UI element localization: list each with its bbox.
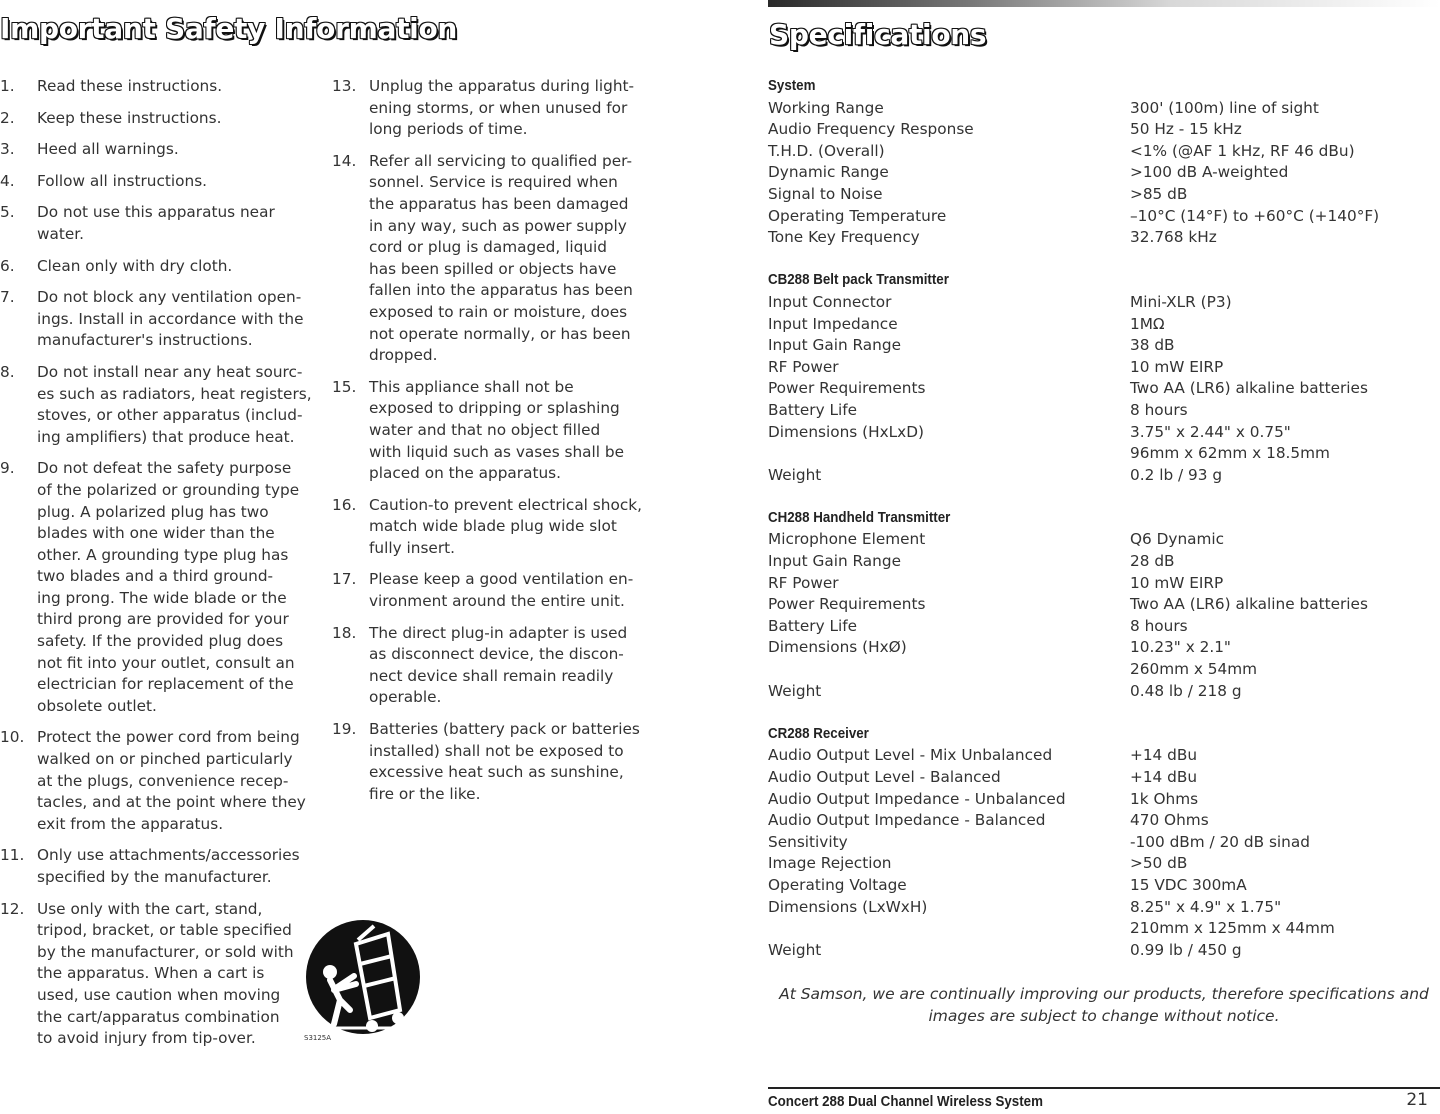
- spec-section-heading: CR288 Receiver: [768, 725, 869, 742]
- footer-product-title: Concert 288 Dual Channel Wireless System: [768, 1094, 1043, 1110]
- safety-item-text: Use only with the cart, stand, tripod, bracket, or table specified by the manufacturer, or sold with the apparatus. When a cart is used, use caution when moving the cart/apparatus combination to avoid injury from tip-over.: [37, 899, 294, 1048]
- safety-item: [332, 623, 654, 709]
- spec-label: RF Power: [768, 357, 839, 376]
- spec-value: 8 hours: [1130, 400, 1188, 419]
- safety-item-text: Refer all servicing to qualified per- sonnel. Service is required when the apparatus has been damaged in any way, such as power supply cord or plug is damaged, liquid has been spilled or objects have fallen into the apparatus has been exposed to rain or moisture, does not operate normally, or has been dropped.: [369, 151, 633, 365]
- spec-row: [768, 292, 1438, 314]
- safety-item-number: 2.: [0, 108, 15, 127]
- safety-item-text: This appliance shall not be exposed to dripping or splashing water and that no object filled with liquid such as vases shall be placed on the apparatus.: [369, 377, 625, 483]
- spec-label: Audio Output Impedance - Balanced: [768, 811, 1046, 830]
- safety-item-number: 3.: [0, 140, 15, 159]
- safety-item: [0, 845, 318, 888]
- spec-row: [768, 573, 1438, 595]
- spec-label: Tone Key Frequency: [768, 228, 920, 247]
- safety-item-text: Read these instructions.: [37, 77, 223, 95]
- safety-item-number: 18.: [332, 623, 357, 642]
- spec-section: [768, 270, 1438, 486]
- safety-item-number: 17.: [332, 570, 357, 589]
- icon-code-label: S3125A: [304, 1034, 332, 1042]
- spec-value: 32.768 kHz: [1130, 228, 1217, 247]
- spec-label: Signal to Noise: [768, 184, 883, 203]
- safety-item: [0, 362, 318, 448]
- spec-row: [768, 162, 1438, 184]
- safety-item-text: Keep these instructions.: [37, 108, 222, 127]
- safety-item: [332, 719, 654, 805]
- safety-item: [0, 727, 318, 835]
- spec-label: Operating Voltage: [768, 875, 907, 894]
- spec-row: [768, 832, 1438, 854]
- spec-section-heading: System: [768, 78, 816, 94]
- safety-item-number: 5.: [0, 203, 15, 222]
- spec-value: +14 dBu: [1130, 746, 1198, 765]
- safety-item-text: Please keep a good ventilation en- vironment around the entire unit.: [369, 570, 634, 611]
- spec-value: <1% (@AF 1 kHz, RF 46 dBu): [1130, 141, 1355, 160]
- safety-item-number: 16.: [332, 495, 357, 514]
- safety-item-text: Do not install near any heat sourc- es such as radiators, heat registers, stoves, or other apparatus (includ- ing amplifiers) that produce heat.: [37, 362, 312, 446]
- spec-value: >85 dB: [1130, 184, 1188, 203]
- spec-value: 10 mW EIRP: [1130, 573, 1224, 592]
- safety-item-text: Follow all instructions.: [37, 171, 208, 190]
- spec-label: Image Rejection: [768, 854, 892, 873]
- spec-label: Dimensions (HxLxD): [768, 422, 924, 441]
- safety-item: [332, 76, 654, 141]
- spec-label: Microphone Element: [768, 530, 926, 549]
- safety-item-text: Protect the power cord from being walked on or pinched particularly at the plugs, convenience recep- tacles, and at the point where they exit from the apparatus.: [37, 728, 306, 833]
- spec-label: Audio Frequency Response: [768, 120, 974, 139]
- spec-value: 0.48 lb / 218 g: [1130, 681, 1242, 700]
- safety-item-number: 14.: [332, 151, 357, 170]
- footer-rule: [768, 1087, 1440, 1089]
- spec-value: –10°C (14°F) to +60°C (+140°F): [1130, 206, 1380, 225]
- spec-value: 8 hours: [1130, 616, 1188, 635]
- spec-row: [768, 529, 1438, 551]
- safety-item: [0, 458, 318, 717]
- spec-value: Q6 Dynamic: [1130, 530, 1225, 549]
- spec-row: [768, 422, 1438, 465]
- safety-item-text: Do not block any ventilation open- ings. Install in accordance with the manufacturer's instructions.: [37, 288, 304, 350]
- safety-item: [0, 202, 318, 245]
- spec-value: 8.25" x 4.9" x 1.75" 210mm x 125mm x 44mm: [1130, 897, 1335, 938]
- spec-value: 50 Hz - 15 kHz: [1130, 120, 1242, 139]
- spec-label: T.H.D. (Overall): [768, 141, 885, 160]
- spec-row: [768, 184, 1438, 206]
- safety-item-text: Batteries (battery pack or batteries installed) shall not be exposed to excessive heat such as sunshine, fire or the like.: [369, 720, 640, 803]
- safety-list-column-1: [0, 76, 318, 1060]
- safety-item-number: 4.: [0, 171, 15, 190]
- header-gradient-bar: [768, 0, 1440, 7]
- safety-item: [0, 899, 318, 1050]
- safety-item-text: Heed all warnings.: [37, 140, 179, 159]
- spec-label: Weight: [768, 940, 822, 959]
- spec-row: [768, 378, 1438, 400]
- specifications-table: [768, 76, 1438, 983]
- spec-row: [768, 681, 1438, 703]
- spec-value: 1k Ohms: [1130, 789, 1199, 808]
- spec-label: Dynamic Range: [768, 163, 889, 182]
- spec-label: Audio Output Level - Balanced: [768, 768, 1001, 786]
- cart-tip-over-warning-icon: [300, 914, 426, 1044]
- spec-value: 38 dB: [1130, 336, 1175, 355]
- spec-row: [768, 357, 1438, 379]
- spec-value: 0.99 lb / 450 g: [1130, 940, 1242, 959]
- spec-label: RF Power: [768, 573, 839, 592]
- spec-row: [768, 119, 1438, 141]
- specifications-title: Specifications: [769, 18, 987, 51]
- spec-value: 10 mW EIRP: [1130, 357, 1224, 376]
- spec-label: Dimensions (HxØ): [768, 638, 907, 657]
- spec-row: [768, 745, 1438, 767]
- safety-item-number: 13.: [332, 77, 357, 95]
- safety-item-text: Do not defeat the safety purpose of the polarized or grounding type plug. A polarized plug has two blades with one wider than the other. A grounding type plug has two blades and a third ground- ing prong. The wide blade or the third prong are provided for your safety. If the provided plug does not fit into your outlet, consult an electrician for replacement of the obsolete outlet.: [37, 459, 300, 715]
- safety-item: [332, 569, 654, 612]
- spec-row: [768, 875, 1438, 897]
- spec-row: [768, 767, 1438, 789]
- spec-label: Operating Temperature: [768, 206, 947, 225]
- spec-section: [768, 724, 1438, 962]
- spec-label: Input Gain Range: [768, 552, 901, 571]
- safety-item-text: Caution-to prevent electrical shock, match wide blade plug wide slot fully insert.: [369, 495, 642, 557]
- spec-label: Input Impedance: [768, 314, 898, 333]
- spec-value: 3.75" x 2.44" x 0.75" 96mm x 62mm x 18.5mm: [1130, 422, 1330, 463]
- spec-label: Working Range: [768, 98, 884, 117]
- spec-row: [768, 594, 1438, 616]
- spec-section-heading: CH288 Handheld Transmitter: [768, 509, 951, 526]
- spec-section-heading: CB288 Belt pack Transmitter: [768, 272, 949, 289]
- spec-label: Weight: [768, 465, 822, 484]
- spec-row: [768, 206, 1438, 228]
- safety-item-number: 19.: [332, 720, 357, 739]
- spec-label: Power Requirements: [768, 595, 926, 614]
- spec-value: 10.23" x 2.1" 260mm x 54mm: [1130, 638, 1258, 679]
- spec-label: Power Requirements: [768, 379, 926, 398]
- spec-row: [768, 314, 1438, 336]
- safety-item-number: 6.: [0, 256, 15, 275]
- safety-item-number: 12.: [0, 899, 25, 918]
- safety-item: [0, 76, 318, 98]
- safety-item: [0, 139, 318, 161]
- spec-value: 470 Ohms: [1130, 811, 1209, 830]
- spec-value: 300' (100m) line of sight: [1130, 98, 1319, 117]
- safety-item: [332, 495, 654, 560]
- spec-value: -100 dBm / 20 dB sinad: [1130, 832, 1310, 851]
- safety-item-number: 8.: [0, 362, 15, 381]
- spec-row: [768, 810, 1438, 832]
- safety-list-column-2: [332, 76, 654, 815]
- safety-item: [0, 256, 318, 278]
- page-number: 21: [1406, 1090, 1428, 1110]
- safety-item-text: Unplug the apparatus during light- ening storms, or when unused for long periods of time.: [369, 77, 635, 139]
- spec-value: Two AA (LR6) alkaline batteries: [1130, 595, 1368, 614]
- spec-value: 1MΩ: [1130, 314, 1165, 333]
- safety-item-text: Do not use this apparatus near water.: [37, 203, 275, 243]
- spec-label: Dimensions (LxWxH): [768, 897, 928, 916]
- spec-row: [768, 789, 1438, 811]
- spec-value: 0.2 lb / 93 g: [1130, 465, 1223, 484]
- safety-item-text: The direct plug-in adapter is used as disconnect device, the discon- nect device shall remain readily operable.: [369, 623, 628, 707]
- disclaimer-text: At Samson, we are continually improving our products, therefore specifications and images are subject to change without notice.: [779, 985, 1429, 1025]
- spec-row: [768, 465, 1438, 487]
- spec-row: [768, 227, 1438, 249]
- safety-item-number: 10.: [0, 728, 25, 747]
- spec-value: 15 VDC 300mA: [1130, 875, 1247, 894]
- spec-section: [768, 76, 1438, 249]
- spec-label: Audio Output Level - Mix Unbalanced: [768, 746, 1053, 765]
- spec-row: [768, 551, 1438, 573]
- safety-item: [332, 377, 654, 485]
- safety-item-number: 1.: [0, 77, 15, 95]
- safety-item-number: 7.: [0, 288, 15, 307]
- safety-item: [332, 151, 654, 367]
- spec-label: Sensitivity: [768, 832, 848, 851]
- spec-value: >50 dB: [1130, 854, 1188, 873]
- spec-row: [768, 637, 1438, 680]
- safety-item: [0, 171, 318, 193]
- safety-item-number: 11.: [0, 846, 25, 865]
- spec-label: Input Gain Range: [768, 336, 901, 355]
- spec-value: 28 dB: [1130, 552, 1175, 571]
- safety-item-number: 15.: [332, 377, 357, 396]
- safety-item-text: Clean only with dry cloth.: [37, 256, 233, 275]
- safety-item: [0, 108, 318, 130]
- spec-label: Input Connector: [768, 292, 892, 311]
- spec-section: [768, 508, 1438, 702]
- safety-item-text: Only use attachments/accessories specified by the manufacturer.: [37, 846, 300, 886]
- spec-row: [768, 141, 1438, 163]
- spec-label: Battery Life: [768, 400, 858, 419]
- safety-item-number: 9.: [0, 459, 15, 478]
- spec-label: Audio Output Impedance - Unbalanced: [768, 789, 1066, 808]
- spec-row: [768, 98, 1438, 120]
- spec-value: +14 dBu: [1130, 768, 1198, 786]
- spec-row: [768, 335, 1438, 357]
- spec-value: Two AA (LR6) alkaline batteries: [1130, 379, 1368, 398]
- spec-label: Battery Life: [768, 616, 858, 635]
- spec-row: [768, 940, 1438, 962]
- safety-title: Important Safety Information: [0, 12, 458, 45]
- spec-row: [768, 616, 1438, 638]
- spec-value: Mini-XLR (P3): [1130, 292, 1232, 311]
- safety-item: [0, 287, 318, 352]
- spec-value: >100 dB A-weighted: [1130, 163, 1289, 182]
- spec-row: [768, 853, 1438, 875]
- spec-label: Weight: [768, 681, 822, 700]
- spec-row: [768, 400, 1438, 422]
- spec-row: [768, 897, 1438, 940]
